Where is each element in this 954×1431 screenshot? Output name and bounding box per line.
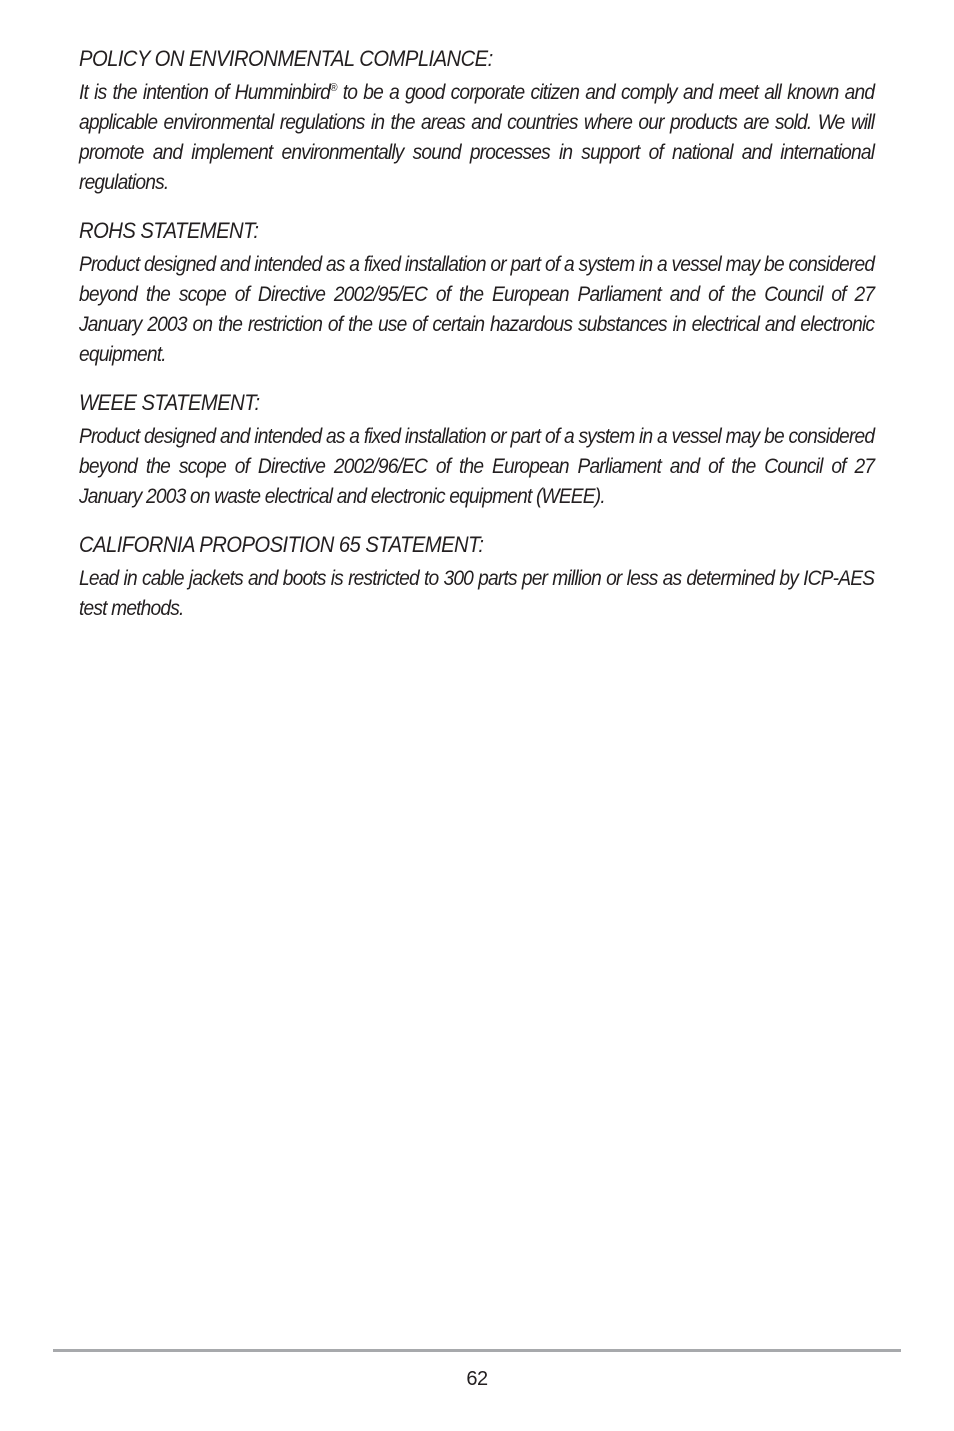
california-prop65-section (79, 530, 874, 624)
section-heading: POLICY ON ENVIRONMENTAL COMPLIANCE: (79, 46, 493, 71)
section-body: Product designed and intended as a fixed installation or part of a system in a vessel may be considered beyond the scope of Directive 2002/96/EC of the European Parliament and of the Council of 27 January 2003 on waste electrical and electronic equipment (WEEE). (79, 425, 875, 508)
section-body: Product designed and intended as a fixed installation or part of a system in a vessel may be considered beyond the scope of Directive 2002/95/EC of the European Parliament and of the Council of 27 January 2003 on the restriction of the use of certain hazardous substances in electrical and electronic equipment. (79, 253, 875, 366)
section-heading: WEEE STATEMENT: (79, 390, 260, 415)
weee-statement-section (79, 388, 874, 512)
document-content (79, 44, 874, 642)
section-body (79, 78, 874, 198)
page-number: 62 (466, 1368, 488, 1390)
section-heading: CALIFORNIA PROPOSITION 65 STATEMENT: (79, 532, 484, 557)
section-heading: ROHS STATEMENT: (79, 218, 259, 243)
body-text-prefix: It is the intention of Humminbird (79, 81, 330, 104)
registered-trademark-symbol: ® (329, 82, 337, 94)
environmental-compliance-section (79, 44, 874, 198)
footer-divider (53, 1349, 901, 1352)
rohs-statement-section (79, 216, 874, 370)
body-text-suffix: to be a good corporate citizen and comply and meet all known and applicable environmental regulations in the areas and countries where our products are sold. We will promote and implement environmentally sound processes in support of national and international regulations. (79, 81, 875, 194)
section-body: Lead in cable jackets and boots is restricted to 300 parts per million or less as determined by ICP-AES test methods. (79, 567, 875, 620)
